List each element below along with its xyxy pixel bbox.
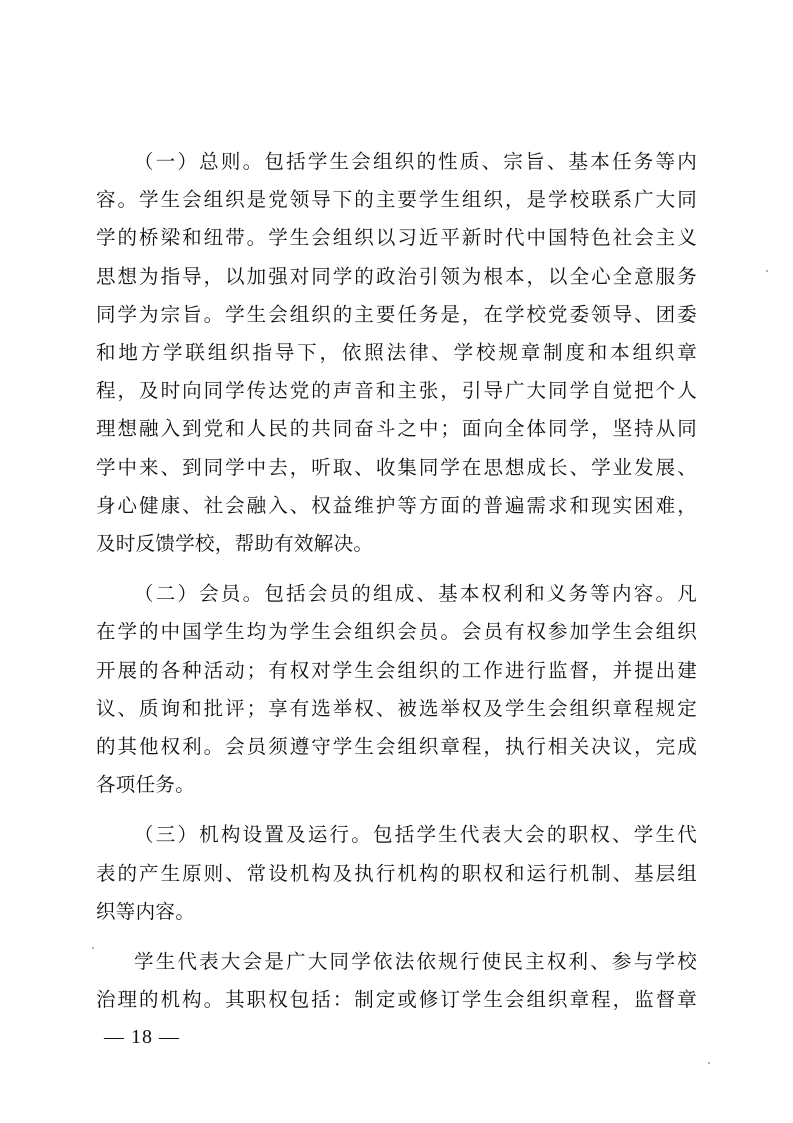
text-line: 议、质询和批评；享有选举权、被选举权及学生会组织章程规定	[96, 696, 697, 720]
text-line: 的其他权利。会员须遵守学生会组织章程，执行相关决议，完成	[96, 735, 697, 759]
text-line: 及时反馈学校，帮助有效解决。	[96, 532, 374, 556]
text-line: 和地方学联组织指导下，依照法律、学校规章制度和本组织章	[96, 341, 697, 365]
paragraph-gap	[96, 563, 697, 575]
text-line: 在学的中国学生均为学生会组织会员。会员有权参加学生会组织	[96, 620, 697, 644]
text-line: （三）机构设置及运行。包括学生代表大会的职权、学生代	[134, 823, 697, 847]
paragraph-general-principles	[96, 143, 697, 563]
text-line: （二）会员。包括会员的组成、基本权利和义务等内容。凡	[134, 582, 697, 606]
paragraph-members	[96, 575, 697, 804]
paragraph-organization	[96, 816, 697, 931]
paragraph-student-congress	[96, 943, 697, 1019]
text-line: 容。学生会组织是党领导下的主要学生组织，是学校联系广大同	[96, 188, 697, 212]
paragraph-gap	[96, 931, 697, 943]
paragraph-gap	[96, 804, 697, 816]
text-line: 理想融入到党和人民的共同奋斗之中；面向全体同学，坚持从同	[96, 417, 697, 441]
text-line: 程，及时向同学传达党的声音和主张，引导广大同学自觉把个人	[96, 379, 697, 403]
scan-speck	[708, 1062, 710, 1064]
scan-speck	[766, 270, 768, 272]
text-line: 织等内容。	[96, 899, 196, 923]
text-line: 学生代表大会是广大同学依法依规行使民主权利、参与学校	[134, 950, 697, 974]
scan-speck	[92, 947, 94, 949]
text-line: 表的产生原则、常设机构及执行机构的职权和运行机制、基层组	[96, 861, 697, 885]
text-line: 开展的各种活动；有权对学生会组织的工作进行监督，并提出建	[96, 658, 697, 682]
body-text	[96, 143, 697, 1019]
text-line: （一）总则。包括学生会组织的性质、宗旨、基本任务等内	[134, 150, 697, 173]
text-line: 学中来、到同学中去，听取、收集同学在思想成长、学业发展、	[96, 455, 697, 479]
text-line: 同学为宗旨。学生会组织的主要任务是，在学校党委领导、团委	[96, 302, 697, 326]
text-line: 思想为指导，以加强对同学的政治引领为根本，以全心全意服务	[96, 264, 697, 288]
text-line: 身心健康、社会融入、权益维护等方面的普遍需求和现实困难，	[96, 493, 697, 517]
text-line: 治理的机构。其职权包括：制定或修订学生会组织章程，监督章	[96, 988, 697, 1012]
page-number: — 18 —	[104, 1026, 180, 1048]
text-line: 各项任务。	[96, 773, 196, 797]
text-line: 学的桥梁和纽带。学生会组织以习近平新时代中国特色社会主义	[96, 226, 697, 250]
